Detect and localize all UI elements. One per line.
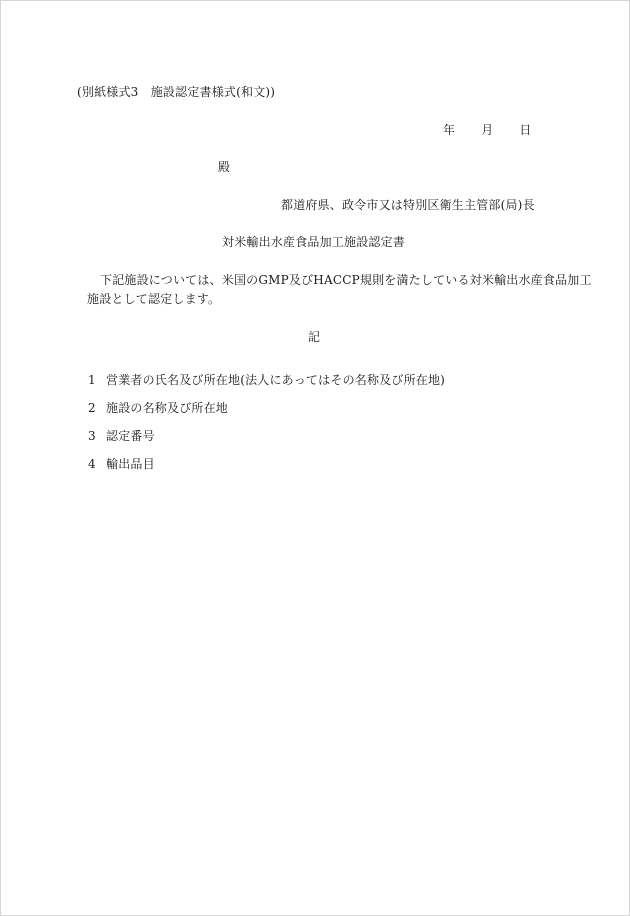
list-item bbox=[88, 374, 445, 386]
item-number: 2 bbox=[88, 401, 96, 415]
body-text-line-2: 施設として認定します。 bbox=[87, 292, 221, 306]
day-label: 日 bbox=[519, 123, 532, 137]
issuer: 都道府県、政令市又は特別区衛生主管部(局)長 bbox=[281, 198, 535, 212]
date-line bbox=[443, 124, 532, 136]
item-text: 施設の名称及び所在地 bbox=[106, 401, 229, 415]
list-item bbox=[88, 430, 155, 442]
document-title: 対米輸出水産食品加工施設認定書 bbox=[222, 235, 406, 249]
item-text: 輸出品目 bbox=[106, 457, 155, 471]
form-note: (別紙様式3 施設認定書様式(和文)) bbox=[77, 85, 276, 99]
list-item bbox=[88, 402, 228, 414]
item-text: 営業者の氏名及び所在地(法人にあってはその名称及び所在地) bbox=[106, 373, 446, 387]
ki-heading: 記 bbox=[308, 330, 321, 344]
month-label: 月 bbox=[481, 123, 494, 137]
item-number: 4 bbox=[88, 457, 96, 471]
item-number: 3 bbox=[88, 429, 96, 443]
addressee-suffix: 殿 bbox=[218, 160, 231, 174]
body-text-line-1: 下記施設については、米国のGMP及びHACCP規則を満たしている対米輸出水産食品加工 bbox=[100, 273, 592, 287]
item-number: 1 bbox=[88, 373, 96, 387]
list-item bbox=[88, 458, 155, 470]
item-text: 認定番号 bbox=[106, 429, 155, 443]
year-label: 年 bbox=[443, 123, 456, 137]
